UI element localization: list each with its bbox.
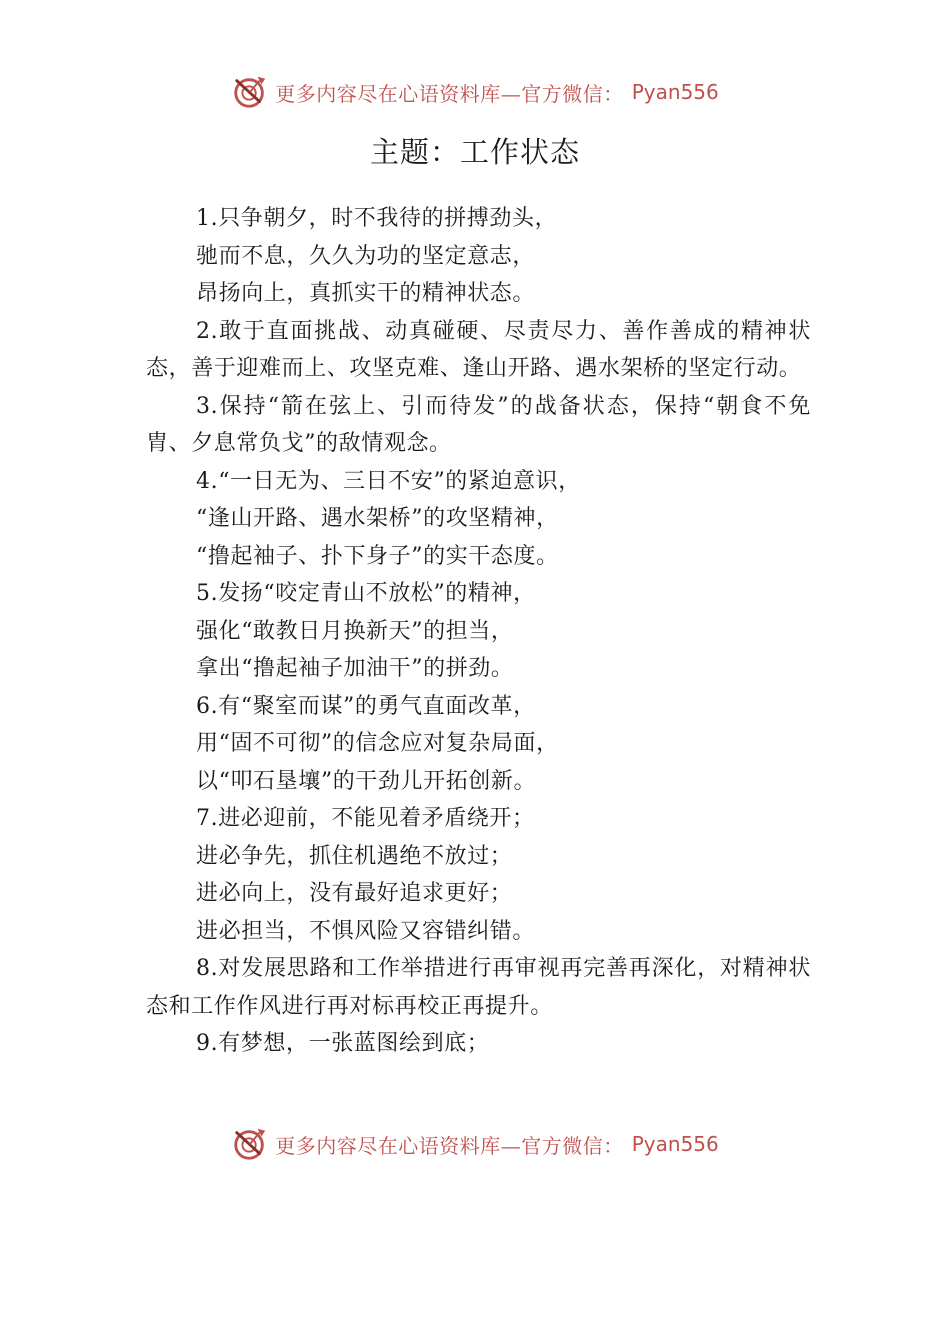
page-title: 主题：工作状态 xyxy=(369,135,580,169)
brand-logo-icon xyxy=(231,73,269,111)
header-banner-wechat-id: Pyan556 xyxy=(631,80,719,104)
text-line: 用“固不可彻”的信念应对复杂局面， xyxy=(196,731,559,756)
text-line: 9.有梦想，一张蓝图绘到底； xyxy=(196,1031,490,1056)
paragraph: 3.保持“箭在弦上、引而待发”的战备状态，保持“朝食不免胄、夕息常负戈”的敌情观念。 xyxy=(146,393,811,456)
brand-logo-icon xyxy=(231,1125,269,1163)
text-line: 进必担当，不惧风险又容错纠错。 xyxy=(196,918,536,944)
text-line: 7.进必迎前，不能见着矛盾绕开； xyxy=(196,806,535,831)
text-line: 以“叩石垦壤”的干劲儿开拓创新。 xyxy=(196,768,537,794)
text-line: 拿出“撸起袖子加油干”的拼劲。 xyxy=(196,656,514,681)
text-line: 4.“一日无为、三日不安”的紧迫意识， xyxy=(196,468,581,494)
footer-banner xyxy=(0,1124,950,1164)
paragraph: 2.敢于直面挑战、动真碰硬、尽责尽力、善作善成的精神状态，善于迎难而上、攻坚克难、逢山开路、遇水架桥的坚定行动。 xyxy=(146,318,811,381)
text-line: 1.只争朝夕，时不我待的拼搏劲头， xyxy=(196,206,558,231)
text-line: 驰而不息，久久为功的坚定意志， xyxy=(196,243,536,269)
header-banner xyxy=(0,72,950,112)
text-line: 昂扬向上，真抓实干的精神状态。 xyxy=(196,281,536,306)
paragraph: 8.对发展思路和工作举措进行再审视再完善再深化，对精神状态和工作作风进行再对标再校正再提升。 xyxy=(146,956,811,1019)
text-line: “逢山开路、遇水架桥”的攻坚精神， xyxy=(196,506,559,531)
footer-banner-wechat-id: Pyan556 xyxy=(631,1132,719,1156)
text-line: 进必争先，抓住机遇绝不放过； xyxy=(196,843,513,869)
text-line: “撸起袖子、扑下身子”的实干态度。 xyxy=(196,543,559,569)
footer-banner-text: 更多内容尽在心语资料库—官方微信： xyxy=(275,1133,624,1158)
text-line: 5.发扬“咬定青山不放松”的精神， xyxy=(196,581,536,606)
document-body xyxy=(146,200,811,1063)
text-line: 强化“敢教日月换新天”的担当， xyxy=(196,618,514,644)
text-line: 进必向上，没有最好追求更好； xyxy=(196,881,513,906)
text-line: 6.有“聚室而谋”的勇气直面改革， xyxy=(196,693,536,719)
header-banner-text: 更多内容尽在心语资料库—官方微信： xyxy=(275,81,624,106)
